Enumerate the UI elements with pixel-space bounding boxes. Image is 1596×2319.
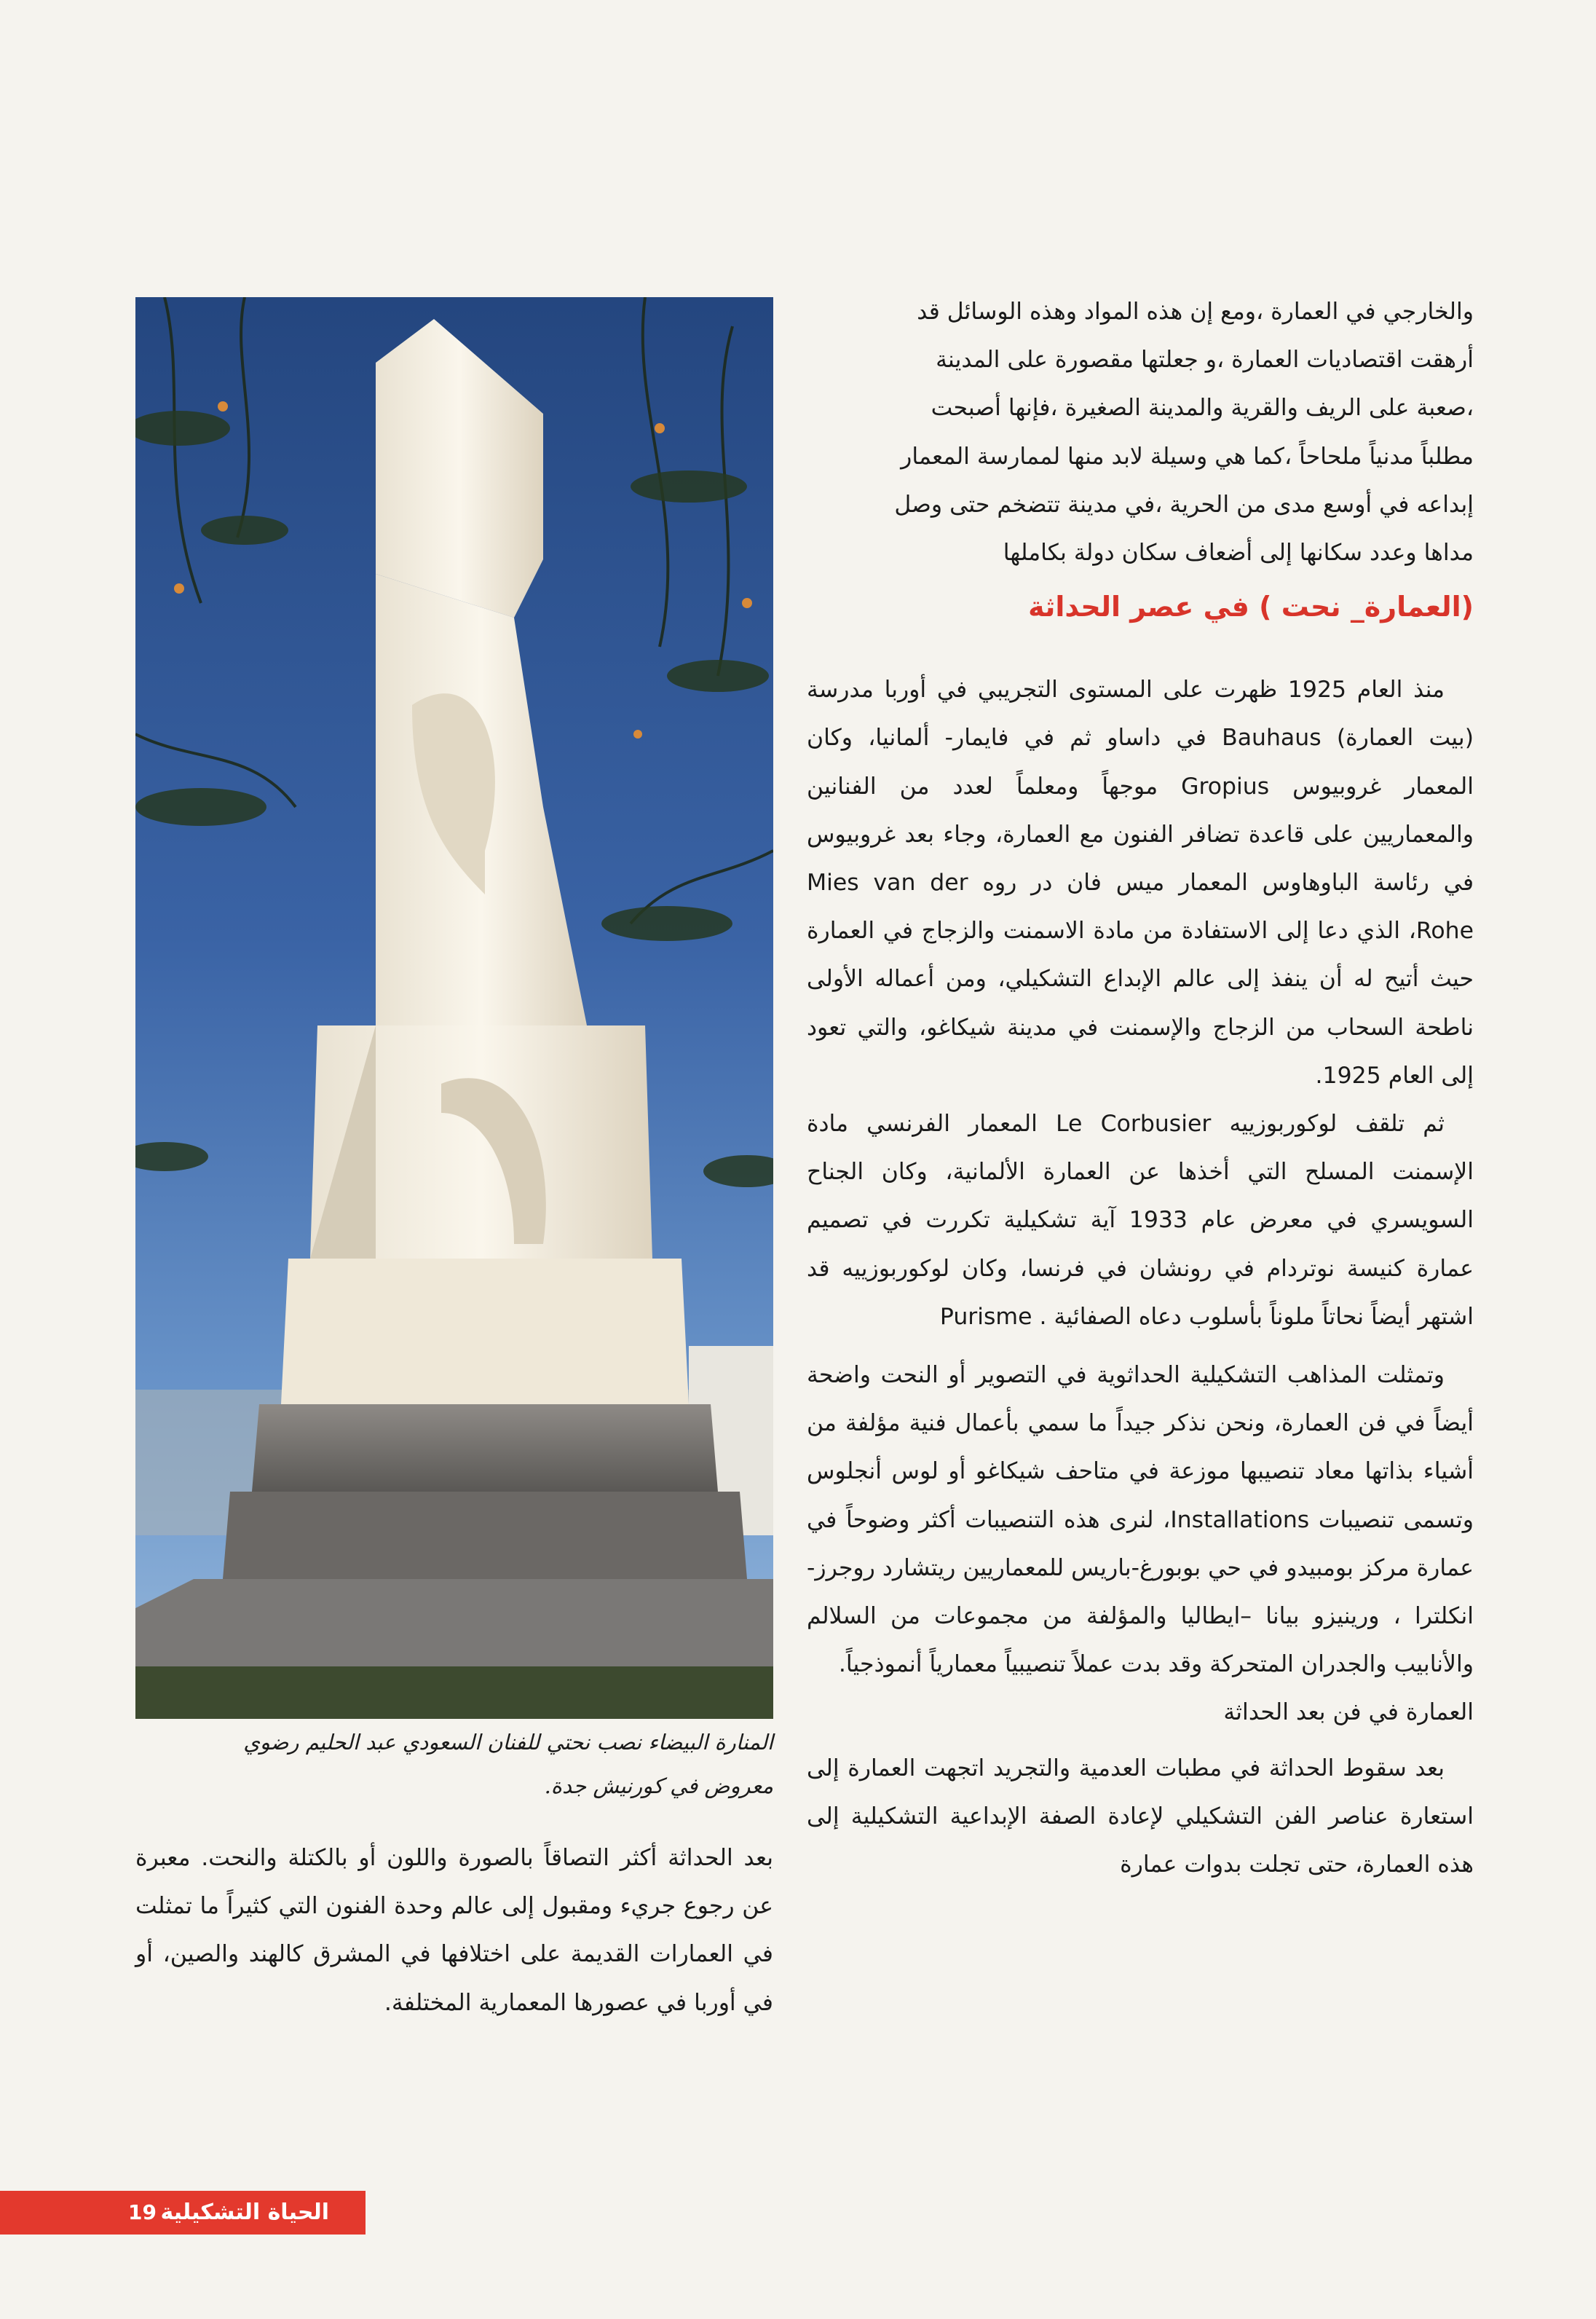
paragraph-installations: وتمثلت المذاهب التشكيلية الحداثوية في التصوير أو النحت واضحة أيضاً في فن العمارة، ونحن نذكر جيداً ما سمي بأعمال فنية مؤلفة من أشياء بذاتها معاد تنصيبها موزعة في متاحف شيكاغو أو لوس أنجلوس وتسمى تنصيبات Installations، لنرى هذه التنصيبات أكثر وضوحاً في عمارة مركز بومبيدو في حي بوبورغ-باريس للمعماريين ريتشارد روجرز- انكلترا ، ورينيزو بيانا –ايطاليا والمؤلفة من مجموعات من السلالم والأنابيب والجدران المتحركة وقد بدت عملاً تنصيبياً معمارياً أنموذجياً. [807,1362,1474,1678]
intro-line: ،صعبة على الريف والقرية والمدينة الصغيرة ،فإنها أصبحت [931,395,1474,422]
section-heading: (العمارة_ نحت ) في عصر الحداثة [1028,591,1474,623]
page-number: 19 [128,2200,157,2224]
sub-heading: العمارة في فن بعد الحداثة [1223,1699,1474,1726]
paragraph-le-corbusier: ثم تلقف لوكوربوزييه Le Corbusier المعمار الفرنسي مادة الإسمنت المسلح التي أخذها عن العمارة الألمانية، وكان الجناح السويسري في معرض عام 1933 آية تشكيلية تكررت في تصميم عمارة كنيسة نوتردام في رونشان في فرنسا، وكان لوكوربوزييه قد اشتهر أيضاً نحاتاً ملوناً بأسلوب دعاه الصفائية . Purisme [807,1111,1474,1330]
intro-line: والخارجي في العمارة ،ومع إن هذه المواد وهذه الوسائل قد [917,299,1474,325]
photo-caption [135,1720,773,1808]
article-main-column [807,288,1474,1889]
intro-line: أرهقت اقتصاديات العمارة ،و جعلتها مقصورة على المدينة [936,347,1474,374]
monument-photo [135,297,773,1719]
magazine-title: الحياة التشكيلية [160,2200,329,2225]
intro-line: مداها وعدد سكانها إلى أضعاف سكان دولة بكاملها [1003,540,1474,567]
caption-line: المنارة البيضاء نصب نحتي للفنان السعودي عبد الحليم رضوي [243,1730,773,1755]
paragraph-postmodern: بعد سقوط الحداثة في مطبات العدمية والتجريد اتجهت العمارة إلى استعارة عناصر الفن التشكيلي لإعادة الصفة الإبداعية التشكيلية إلى هذه العمارة، حتى تجلت بدوات عمارة [807,1755,1474,1878]
caption-line: معروض في كورنيش جدة. [544,1773,773,1798]
intro-line: إبداعه في أوسع مدى من الحرية ،في مدينة تتضخم حتى وصل [894,491,1474,518]
white-lighthouse-sculpture-image [135,297,773,1719]
paragraph-postmodern-continued: بعد الحداثة أكثر التصاقاً بالصورة واللون أو بالكتلة والنحت. معبرة عن رجوع جريء ومقبول إلى عالم وحدة الفنون التي كثيراً ما تمثلت في العمارات القديمة على اختلافها في المشرق كالهند والصين، أو في أوربا في عصورها المعمارية المختلفة. [135,1845,773,2016]
article-left-column [135,1834,773,2027]
paragraph-bauhaus: منذ العام 1925 ظهرت على المستوى التجريبي في أوربا مدرسة (بيت العمارة) Bauhaus في داساو ثم في فايمار- ألمانيا، وكان المعمار غروبيوس Gropius موجهاً ومعلماً لعدد من الفنانين والمعماريين على قاعدة تضافر الفنون مع العمارة، وجاء بعد غروبيوس في رئاسة الباوهاوس المعمار ميس فان در روه Mies van der Rohe، الذي دعا إلى الاستفادة من مادة الاسمنت والزجاج في العمارة حيث أتيح له أن ينفذ إلى عالم الإبداع التشكيلي، ومن أعماله الأولى ناطحة السحاب من الزجاج والإسمنت في مدينة شيكاغو، والتي تعود إلى العام 1925. [807,677,1474,1089]
footer-bar [0,2191,366,2235]
intro-line: مطلباً مدنياً ملحاحاً ،كما هي وسيلة لابد منها لممارسة المعمار [901,443,1474,470]
